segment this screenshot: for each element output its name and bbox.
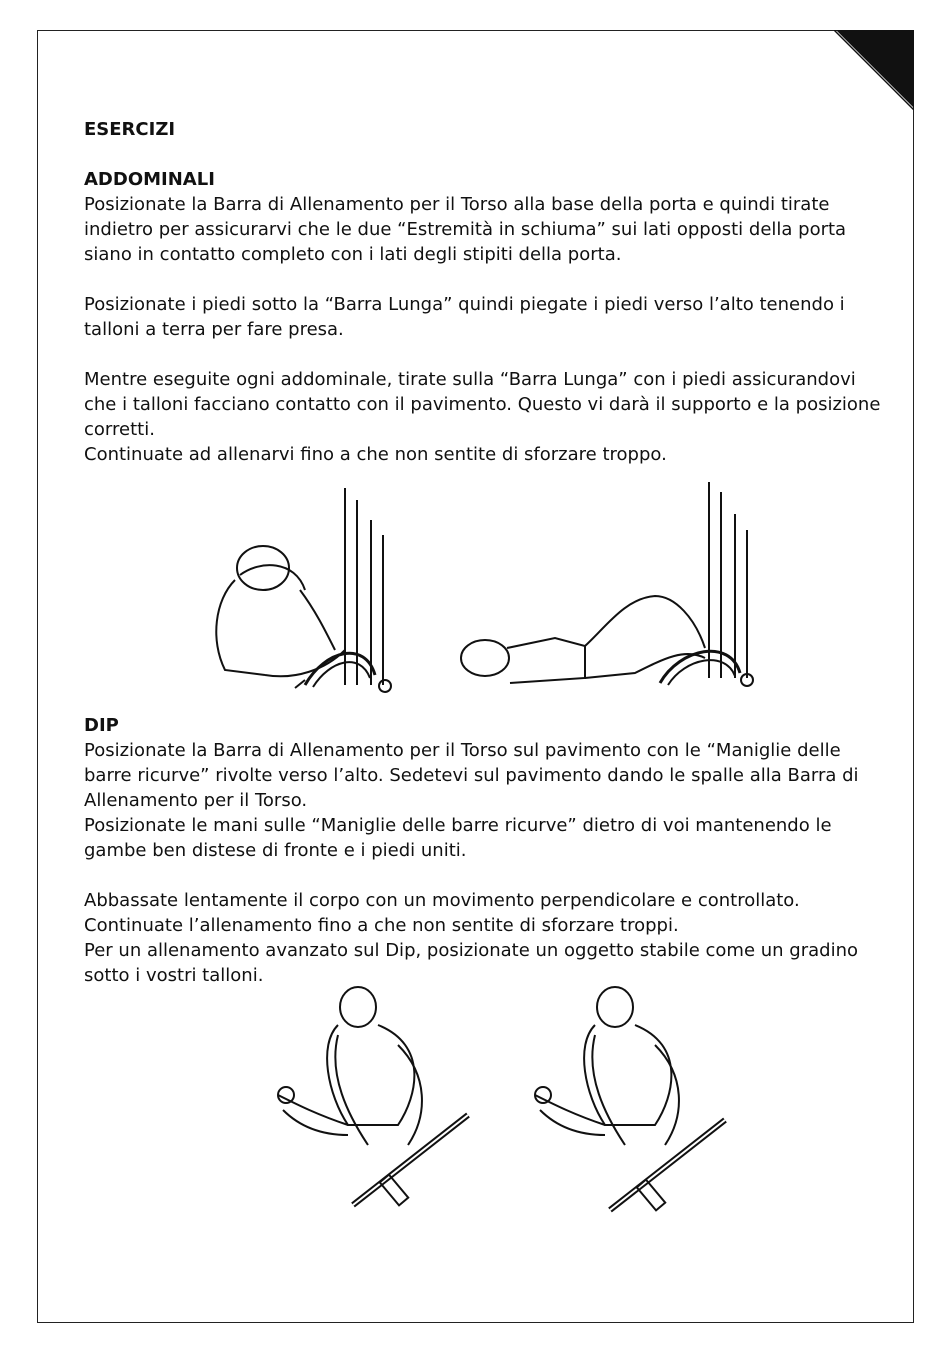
dip-para-1: Posizionate la Barra di Allenamento per il Torso sul pavimento con le “Maniglie delle barre ricurve” rivolte verso l’alto. Sedetevi sul pavimento dando le spalle alla Barra di Allenamento per il Torso. xyxy=(84,740,859,811)
addominali-heading: ADDOMINALI xyxy=(84,169,215,190)
dip-para-4: Continuate l’allenamento fino a che non sentite di sforzare troppi. xyxy=(84,915,679,936)
situp-illustration-1 xyxy=(205,480,405,702)
dip-para-5: Per un allenamento avanzato sul Dip, posizionate un oggetto stabile come un gradino sotto i vostri talloni. xyxy=(84,940,858,986)
addominali-para-2: Posizionate i piedi sotto la “Barra Lunga” quindi piegate i piedi verso l’alto tenendo i talloni a terra per fare presa. xyxy=(84,294,845,340)
addominali-para-3: Mentre eseguite ogni addominale, tirate sulla “Barra Lunga” con i piedi assicurandovi che i talloni facciano contatto con il pavimento. Questo vi darà il supporto e la posizione corretti. xyxy=(84,369,881,440)
addominali-section xyxy=(84,117,884,467)
dip-section xyxy=(84,713,884,988)
dip-para-3: Abbassate lentamente il corpo con un movimento perpendicolare e controllato. xyxy=(84,890,800,911)
dip-illustration-1 xyxy=(268,985,478,1225)
addominali-para-1: Posizionate la Barra di Allenamento per il Torso alla base della porta e quindi tirate indietro per assicurarvi che le due “Estremità in schiuma” sui lati opposti della porta siano in contatto completo con i lati degli stipiti della porta. xyxy=(84,194,847,265)
section-title: ESERCIZI xyxy=(84,119,176,140)
dip-heading: DIP xyxy=(84,715,119,736)
corner-tab xyxy=(834,30,914,110)
situp-illustration-2 xyxy=(455,478,770,703)
dip-para-2: Posizionate le mani sulle “Maniglie delle barre ricurve” dietro di voi mantenendo le gambe ben distese di fronte e i piedi uniti. xyxy=(84,815,832,861)
addominali-para-4: Continuate ad allenarvi fino a che non sentite di sforzare troppo. xyxy=(84,444,667,465)
dip-illustration-2 xyxy=(525,985,735,1225)
